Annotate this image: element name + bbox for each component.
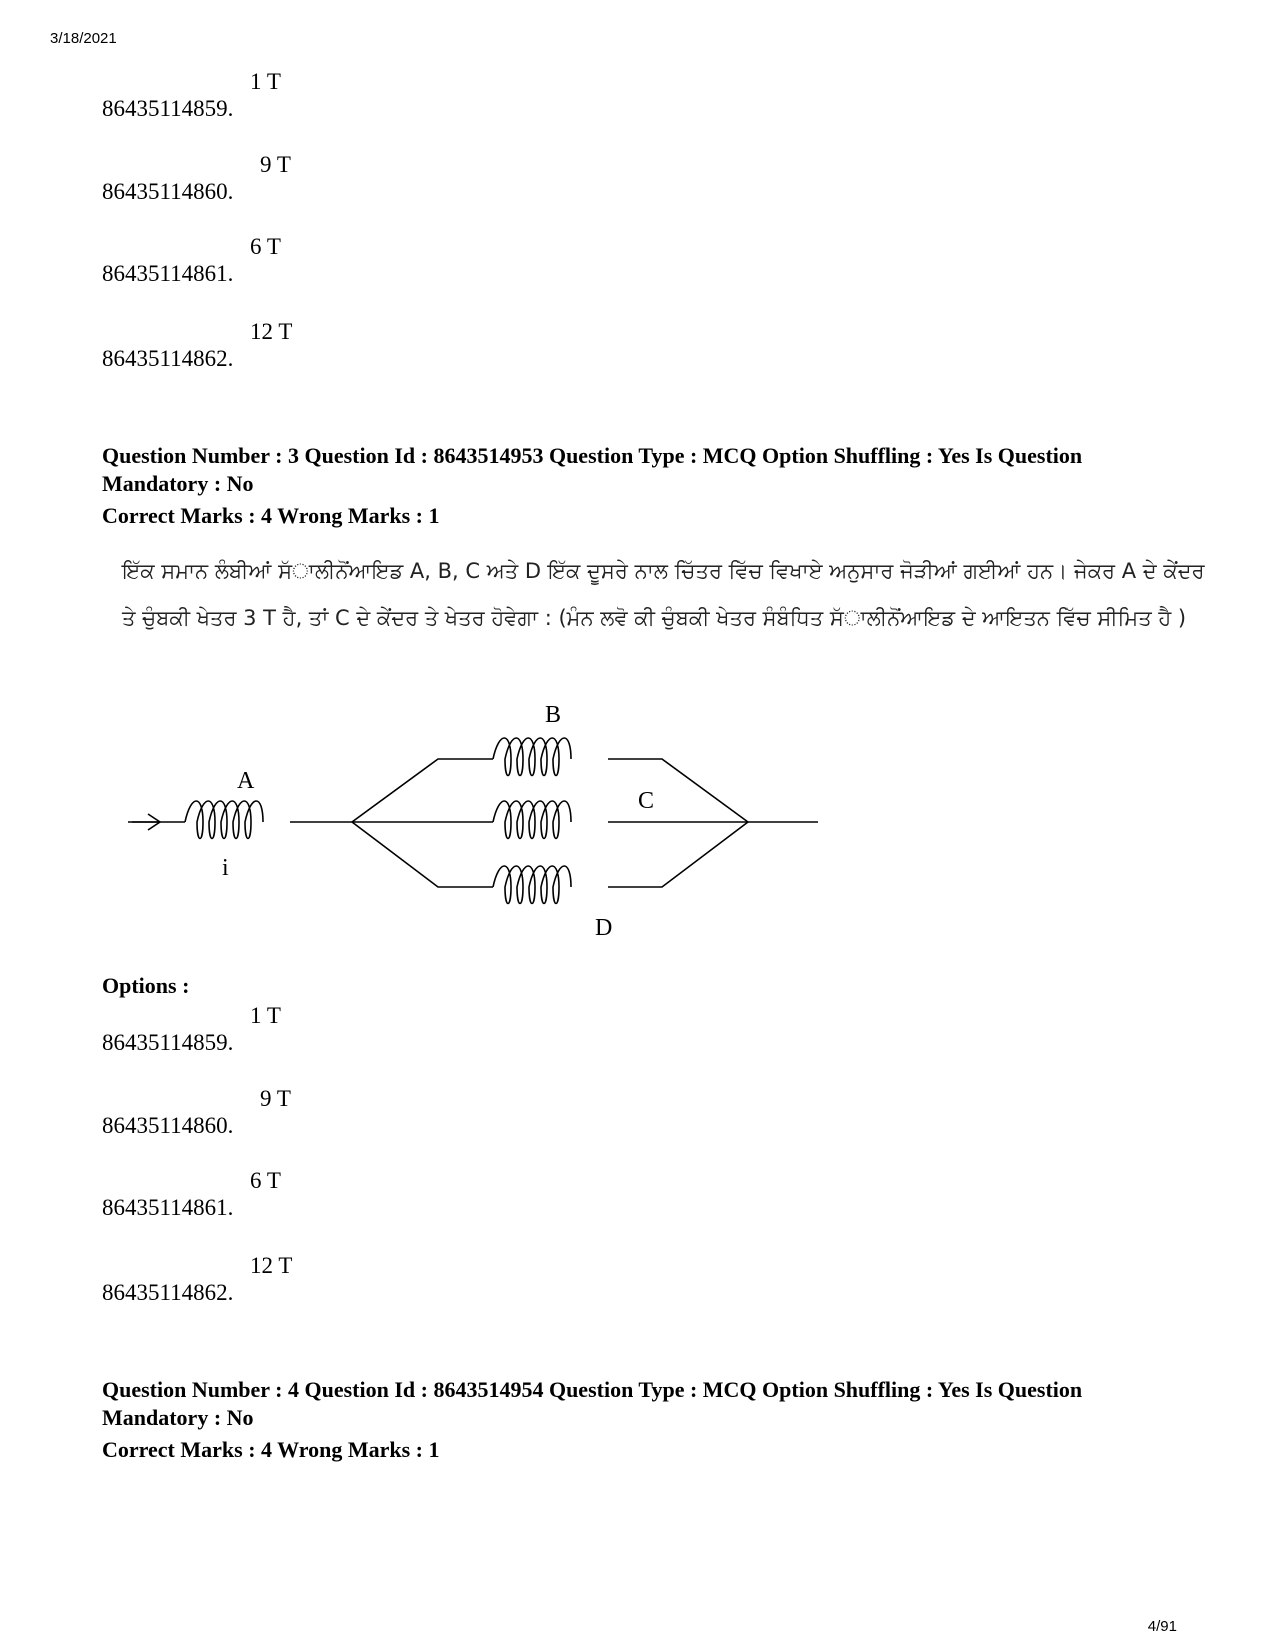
option-id: 86435114860. bbox=[102, 1113, 234, 1138]
option-row bbox=[102, 1254, 502, 1304]
options-label: Options : bbox=[102, 973, 190, 998]
label-b: B bbox=[545, 702, 562, 728]
wires bbox=[132, 759, 818, 887]
option-row bbox=[102, 1004, 502, 1054]
solenoid-d bbox=[493, 866, 571, 904]
option-value: 12 T bbox=[250, 1253, 293, 1278]
option-value: 6 T bbox=[250, 1168, 281, 1193]
question-marks: Correct Marks : 4 Wrong Marks : 1 bbox=[102, 503, 440, 528]
question-header: Question Number : 4 Question Id : 8643514954 Question Type : MCQ Option Shuffling : Yes Is Question Mandatory : No bbox=[102, 1377, 1083, 1430]
option-id: 86435114862. bbox=[102, 346, 234, 371]
page-number: 4/91 bbox=[1147, 1618, 1177, 1635]
option-row bbox=[102, 320, 502, 370]
option-row bbox=[102, 153, 502, 203]
option-row bbox=[102, 1169, 502, 1219]
solenoid-b bbox=[493, 738, 571, 776]
option-value: 9 T bbox=[260, 1086, 291, 1111]
option-value: 1 T bbox=[250, 69, 281, 94]
option-row bbox=[102, 235, 502, 285]
option-id: 86435114859. bbox=[102, 1030, 234, 1055]
label-current: i bbox=[222, 855, 229, 881]
solenoid-circuit-diagram bbox=[0, 700, 860, 950]
option-value: 12 T bbox=[250, 319, 293, 344]
print-date: 3/18/2021 bbox=[50, 30, 117, 47]
option-id: 86435114861. bbox=[102, 1195, 234, 1220]
question-text: ਇੱਕ ਸਮਾਨ ਲੰਬੀਆਂ ਸੱਾਲੀਨੋਂਆਇਡ A, B, C ਅਤੇ D ਇੱਕ ਦੂਸਰੇ ਨਾਲ ਚਿੱਤਰ ਵਿੱਚ ਵਿਖਾਏ ਅਨੁਸਾਰ ਜੋੜੀਆਂ ਗਈਆਂ ਹਨ। ਜੇਕਰ A ਦੇ ਕੇਂਦਰ ਤੇ ਚੁੰਬਕੀ ਖੇਤਰ 3 T ਹੈ, ਤਾਂ C ਦੇ ਕੇਂਦਰ ਤੇ ਖੇਤਰ ਹੋਵੇਗਾ : (ਮੰਨ ਲਵੋ ਕੀ ਚੁੰਬਕੀ ਖੇਤਰ ਸੰਬੰਧਿਤ ਸੱਾਲੀਨੋਂਆਇਡ ਦੇ ਆਇਤਨ ਵਿੱਚ ਸੀਮਿਤ ਹੈ ) bbox=[122, 559, 1205, 630]
question-header: Question Number : 3 Question Id : 8643514953 Question Type : MCQ Option Shuffling : Yes Is Question Mandatory : No bbox=[102, 443, 1083, 496]
option-row bbox=[102, 1087, 502, 1137]
label-d: D bbox=[595, 915, 613, 941]
label-a: A bbox=[237, 768, 255, 794]
option-id: 86435114861. bbox=[102, 261, 234, 286]
arrow-icon bbox=[128, 814, 160, 830]
option-value: 6 T bbox=[250, 234, 281, 259]
solenoid-c bbox=[493, 801, 571, 839]
label-c: C bbox=[638, 788, 655, 814]
option-value: 9 T bbox=[260, 152, 291, 177]
option-row bbox=[102, 70, 502, 120]
option-value: 1 T bbox=[250, 1003, 281, 1028]
option-id: 86435114859. bbox=[102, 96, 234, 121]
option-id: 86435114860. bbox=[102, 179, 234, 204]
solenoid-a bbox=[185, 801, 263, 839]
question-marks: Correct Marks : 4 Wrong Marks : 1 bbox=[102, 1437, 440, 1462]
option-id: 86435114862. bbox=[102, 1280, 234, 1305]
